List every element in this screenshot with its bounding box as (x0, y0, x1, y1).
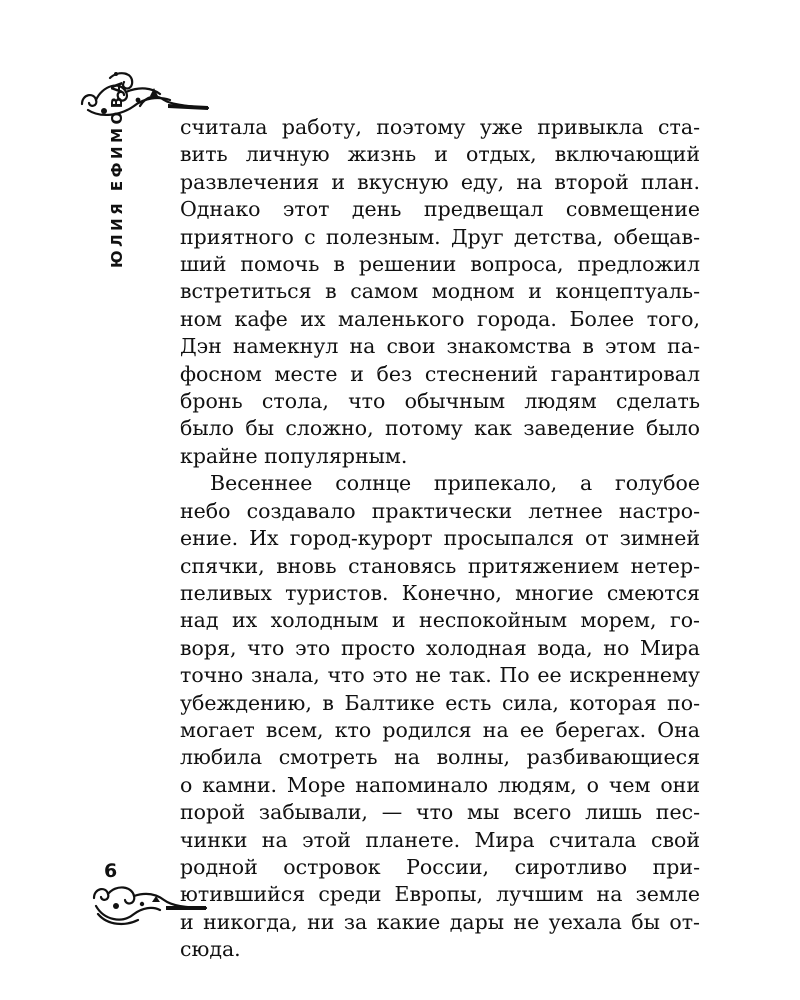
text-line: встретиться в самом модном и концептуаль- (180, 279, 700, 304)
text-line: фосном месте и без стеснений гарантировал (180, 361, 700, 386)
text-line: могает всем, кто родился на ее берегах. Она (180, 717, 700, 742)
text-line: Дэн намекнул на свои знакомства в этом па- (180, 334, 700, 359)
text-line: о камни. Море напоминало людям, о чем они (180, 772, 700, 797)
text-line: спячки, вновь становясь притяжением нетер- (180, 553, 700, 578)
bottom-flourish-ornament (90, 880, 210, 928)
text-line: было бы сложно, потому как заведение было (180, 416, 700, 441)
paragraph-2 (180, 470, 700, 963)
text-line: любила смотреть на волны, разбивающиеся (180, 745, 700, 770)
text-line: вить личную жизнь и отдых, включающий (180, 142, 700, 167)
page-number: 6 (104, 860, 118, 882)
text-line: убеждению, в Балтике есть сила, которая по- (180, 690, 700, 715)
text-line: Весеннее солнце припекало, а голубое (210, 471, 700, 496)
text-line: небо создавало практически летнее настро- (180, 498, 700, 523)
text-line: порой забывали, — что мы всего лишь пес- (180, 800, 700, 825)
running-head-author: ЮЛИЯ ЕФИМОВА (108, 78, 126, 268)
text-line: Однако этот день предвещал совмещение (180, 197, 700, 222)
text-line: и никогда, ни за какие дары не уехала бы от- (180, 909, 700, 934)
text-line: крайне популярным. (180, 443, 408, 468)
text-line: чинки на этой планете. Мира считала свой (180, 827, 700, 852)
paragraph-1 (180, 114, 700, 470)
text-line: над их холодным и неспокойным морем, го- (180, 608, 700, 633)
text-line: воря, что это просто холодная вода, но Мира (180, 635, 700, 660)
text-line: считала работу, поэтому уже привыкла ста- (180, 115, 700, 139)
text-line: ном кафе их маленького города. Более того, (180, 306, 700, 331)
text-line: родной островок России, сиротливо при- (180, 854, 700, 879)
text-line: ение. Их город-курорт просыпался от зимней (180, 526, 700, 551)
text-line: точно знала, что это не так. По ее искреннему (180, 663, 700, 688)
text-line: бронь стола, что обычным людям сделать (180, 389, 700, 414)
text-line: развлечения и вкусную еду, на второй план. (180, 169, 700, 194)
text-line: пеливых туристов. Конечно, многие смеются (180, 580, 700, 605)
text-line: ютившийся среди Европы, лучшим на земле (180, 882, 700, 907)
text-line: ший помочь в решении вопроса, предложил (180, 252, 700, 277)
body-text (180, 114, 700, 964)
text-line: сюда. (180, 937, 241, 962)
text-line: приятного с полезным. Друг детства, обещав- (180, 224, 700, 249)
